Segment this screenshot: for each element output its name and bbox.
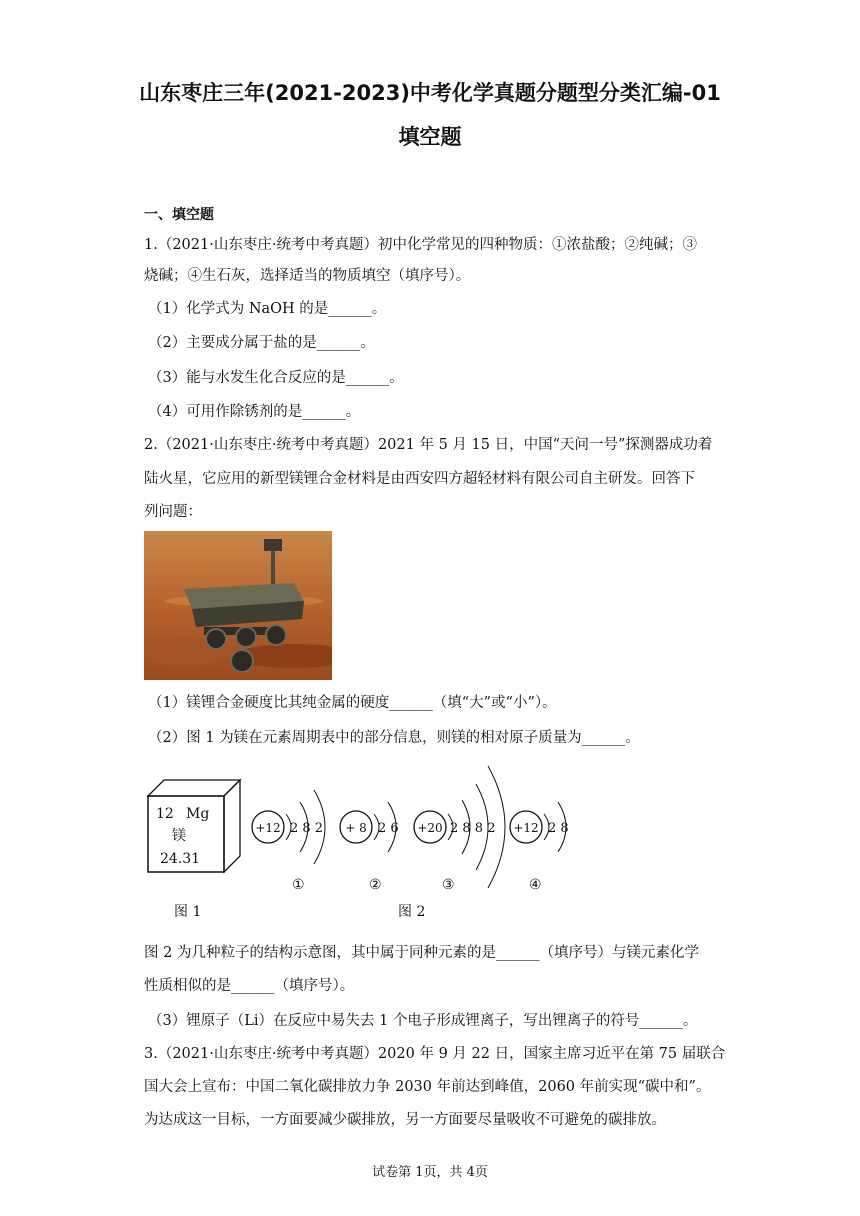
q1-sub1: （1）化学式为 NaOH 的是______。 [148, 301, 387, 317]
mars-rover-image [144, 531, 332, 680]
atomic-structure-figure [144, 756, 584, 926]
element-name: 镁 [172, 828, 186, 844]
fig1-caption: 图 1 [174, 904, 202, 920]
fig2-caption: 图 2 [398, 904, 426, 920]
element-card [148, 780, 240, 872]
q2-sub2: （2）图 1 为镁在元素周期表中的部分信息，则镁的相对原子质量为______。 [148, 730, 640, 746]
svg-text:2 8: 2 8 [548, 821, 569, 836]
svg-text:+12: +12 [513, 821, 539, 835]
svg-text:2 6: 2 6 [378, 821, 399, 836]
q1-line1: 1.（2021·山东枣庄·统考中考真题）初中化学常见的四种物质：①浓盐酸；②纯碱；③ [144, 237, 697, 253]
particle-2 [340, 802, 399, 893]
q2-after-fig-line2: 性质相似的是______（填序号）。 [144, 978, 355, 994]
q2-sub3: （3）锂原子（Li）在反应中易失去 1 个电子形成锂离子，写出锂离子的符号______。 [148, 1013, 698, 1029]
section-heading: 一、填空题 [144, 207, 214, 223]
q1-line2: 烧碱；④生石灰，选择适当的物质填空（填序号）。 [144, 268, 471, 284]
particle-1 [252, 790, 325, 893]
atomic-mass: 24.31 [160, 851, 201, 867]
svg-text:+20: +20 [417, 821, 443, 835]
q1-sub2: （2）主要成分属于盐的是______。 [148, 335, 375, 351]
q1-sub3: （3）能与水发生化合反应的是______。 [148, 370, 404, 386]
svg-text:①: ① [292, 877, 305, 893]
svg-text:③: ③ [442, 877, 455, 893]
svg-text:+ 8: + 8 [345, 821, 367, 835]
q1-sub4: （4）可用作除锈剂的是______。 [148, 404, 361, 420]
document-title-line1: 山东枣庄三年(2021-2023)中考化学真题分题型分类汇编-01 [139, 81, 721, 105]
q2-sub1: （1）镁锂合金硬度比其纯金属的硬度______（填“大”或“小”）。 [148, 695, 557, 711]
particle-4 [510, 802, 569, 893]
element-number: 12 [156, 806, 174, 822]
q3-line2: 国大会上宣布：中国二氧化碳排放力争 2030 年前达到峰值，2060 年前实现“碳中和”。 [144, 1079, 711, 1095]
svg-text:②: ② [369, 877, 382, 893]
q3-line1: 3.（2021·山东枣庄·统考中考真题）2020 年 9 月 22 日，国家主席习近平在第 75 届联合 [144, 1046, 726, 1062]
q2-line2: 陆火星，它应用的新型镁锂合金材料是由西安四方超轻材料有限公司自主研发。回答下 [144, 471, 695, 487]
q2-line3: 列问题： [144, 504, 202, 520]
q3-line3: 为达成这一目标，一方面要减少碳排放，另一方面要尽量吸收不可避免的碳排放。 [144, 1112, 666, 1128]
q2-line1: 2.（2021·山东枣庄·统考中考真题）2021 年 5 月 15 日，中国“天问一号”探测器成功着 [144, 437, 713, 453]
q2-after-fig-line1: 图 2 为几种粒子的结构示意图，其中属于同种元素的是______（填序号）与镁元素化学 [144, 945, 699, 961]
svg-text:2 8 8 2: 2 8 8 2 [450, 821, 496, 836]
page-footer: 试卷第 1页，共 4页 [372, 1165, 488, 1180]
svg-text:④: ④ [529, 877, 542, 893]
svg-text:2 8 2: 2 8 2 [290, 821, 324, 836]
particle-3 [414, 766, 505, 893]
document-title-line2: 填空题 [398, 125, 462, 149]
svg-text:+12: +12 [255, 821, 281, 835]
element-symbol: Mg [186, 806, 210, 822]
